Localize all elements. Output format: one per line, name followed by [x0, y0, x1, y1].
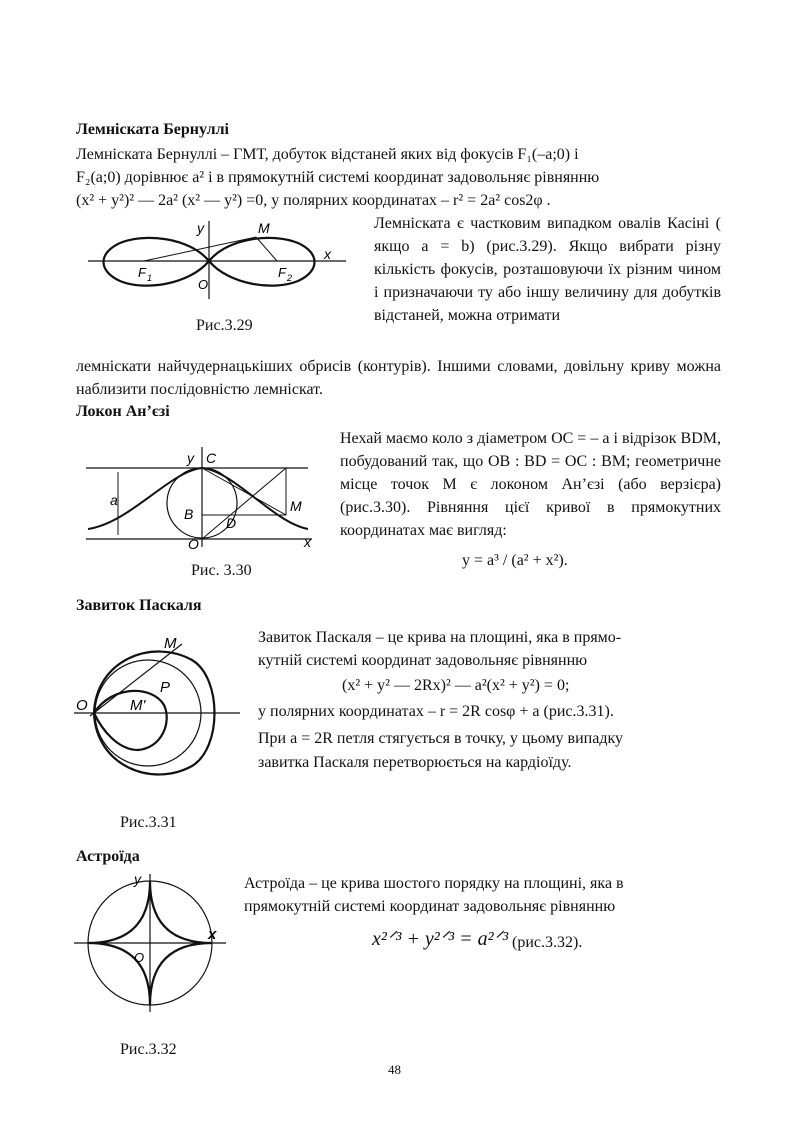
heading-lemniscate: Лемніската Бернуллі: [76, 121, 229, 138]
caption-fig-3-30: Рис. 3.30: [191, 562, 252, 579]
fig329-o-label: O: [198, 277, 209, 292]
fig332-x-label: x: [208, 926, 217, 943]
fig330-y-label: y: [187, 450, 194, 466]
fig330-d-label: D: [226, 515, 237, 531]
astroid-line-2: прямокутній системі координат задовольняє рівнянню: [244, 898, 616, 915]
fig329-f1-label: F: [138, 265, 146, 280]
heading-astroid: Астроїда: [76, 848, 140, 865]
fig330-x-label: x: [304, 534, 311, 550]
agnesi-paragraph: Нехай маємо коло з діаметром OC = – a і відрізок BDM, побудований так, що OB : BD = OC : BM; геометричне місце точок M є локоном Ан’єзі (або верзієра) (рис.3.30). Рівняння цієї кривої в прямокутних координатах має вигляд:: [340, 430, 721, 539]
fig329-f2-sub: 2: [287, 273, 293, 283]
fig329-f1-sub: 1: [147, 273, 153, 283]
lemniscate-line-3: (x² + y²)² — 2a² (x² — y²) =0, у полярних координатах – r² = 2a² cos2φ .: [76, 192, 551, 209]
caption-fig-3-32: Рис.3.32: [120, 1041, 177, 1058]
agnesi-figure: [80, 443, 320, 553]
fig331-m-label: M: [164, 635, 177, 652]
fig332-o-label: O: [134, 950, 145, 965]
pascal-line-1: Завиток Паскаля – це крива на площині, яка в прямо-: [258, 629, 622, 646]
fig329-x-label: x: [324, 246, 331, 262]
astroid-line-1: Астроїда – це крива шостого порядку на площині, яка в: [244, 875, 624, 892]
fig331-m-prime-label: M': [130, 697, 146, 714]
fig332-y-label: y: [134, 871, 141, 887]
fig330-c-label: C: [206, 450, 217, 466]
pascal-formula: (x² + y² — 2Rx)² — a²(x² + y²) = 0;: [342, 677, 570, 694]
fig331-o-label: O: [76, 697, 88, 714]
page-number: 48: [388, 1062, 401, 1077]
fig330-a-label: a: [110, 492, 118, 508]
fig331-p-label: P: [160, 679, 171, 696]
pascal-line-2: кутній системі координат задовольняє рівнянню: [258, 652, 588, 669]
astroid-formula: x²ᐟ³ + y²ᐟ³ = a²ᐟ³: [372, 928, 509, 950]
fig330-m-label: M: [290, 498, 302, 514]
agnesi-formula: y = a³ / (a² + x²).: [462, 552, 568, 569]
caption-fig-3-29: Рис.3.29: [196, 317, 253, 334]
lemniscate-figure: [84, 215, 354, 305]
pascal-line-4: При a = 2R петля стягується в точку, у цьому випадку: [258, 730, 623, 747]
lemniscate-full-paragraph: лемніскати найчудернацькіших обрисів (контурів). Іншими словами, довільну криву можна наблизити послідовністю лемніскат.: [76, 358, 721, 398]
pascal-line-5: завитка Паскаля перетворюється на кардіоїду.: [258, 754, 572, 771]
pascal-figure: [72, 630, 242, 795]
astroid-figure: [70, 866, 230, 1016]
heading-pascal: Завиток Паскаля: [76, 597, 202, 614]
caption-fig-3-31: Рис.3.31: [120, 814, 177, 831]
lemniscate-right-paragraph: Лемніската є частковим випадком овалів Касіні ( якщо a = b) (рис.3.29). Якщо вибрати різну кількість фокусів, розташовуючи їх різним чином і призначаючи ту або іншу величину для добутків відстаней, можна отримати: [374, 215, 721, 324]
fig329-y-label: y: [197, 220, 204, 236]
lemniscate-line-1: Лемніската Бернуллі – ГМТ, добуток відстаней яких від фокусів F₁(–a;0) і: [76, 146, 579, 163]
pascal-line-3: у полярних координатах – r = 2R cosφ + a (рис.3.31).: [258, 703, 614, 720]
fig330-o-label: O: [188, 536, 199, 552]
heading-agnesi: Локон Ан’єзі: [76, 403, 170, 420]
fig329-m-label: M: [258, 220, 270, 236]
fig330-b-label: B: [184, 506, 194, 522]
astroid-formula-ref: (рис.3.32).: [512, 934, 583, 951]
lemniscate-line-2: F₂(a;0) дорівнює a² і в прямокутній системі координат задовольняє рівнянню: [76, 169, 600, 186]
fig329-f2-label: F: [278, 265, 286, 280]
